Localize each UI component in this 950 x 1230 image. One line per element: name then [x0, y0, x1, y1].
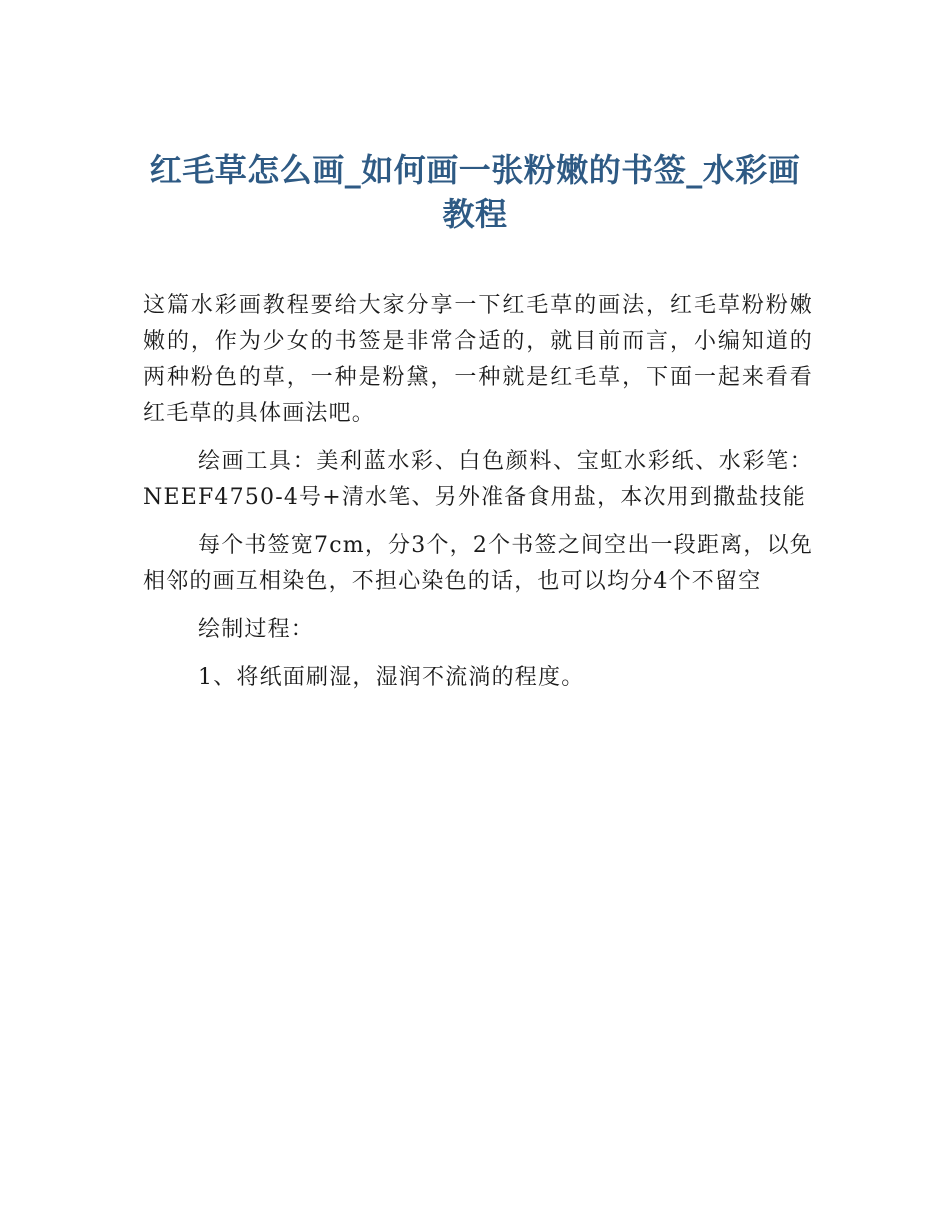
document-title: 红毛草怎么画_如何画一张粉嫩的书签_水彩画教程	[149, 151, 801, 233]
paragraph-bookmark-size: 每个书签宽7cm，分3个，2个书签之间空出一段距离，以免相邻的画互相染色，不担心染色的话，也可以均分4个不留空	[143, 533, 813, 594]
paragraph-tools: 绘画工具：美利蓝水彩、白色颜料、宝虹水彩纸、水彩笔：NEEF4750-4号+清水笔、另外准备食用盐，本次用到撒盐技能	[143, 449, 813, 510]
paragraph-intro: 这篇水彩画教程要给大家分享一下红毛草的画法，红毛草粉粉嫩嫩的，作为少女的书签是非常合适的，就目前而言，小编知道的两种粉色的草，一种是粉黛，一种就是红毛草，下面一起来看看红毛草的具体画法吧。	[143, 293, 813, 426]
document-body	[143, 288, 813, 708]
paragraph-step-1: 1、将纸面刷湿，湿润不流淌的程度。	[198, 665, 585, 690]
paragraph-process-heading: 绘制过程：	[198, 617, 315, 642]
